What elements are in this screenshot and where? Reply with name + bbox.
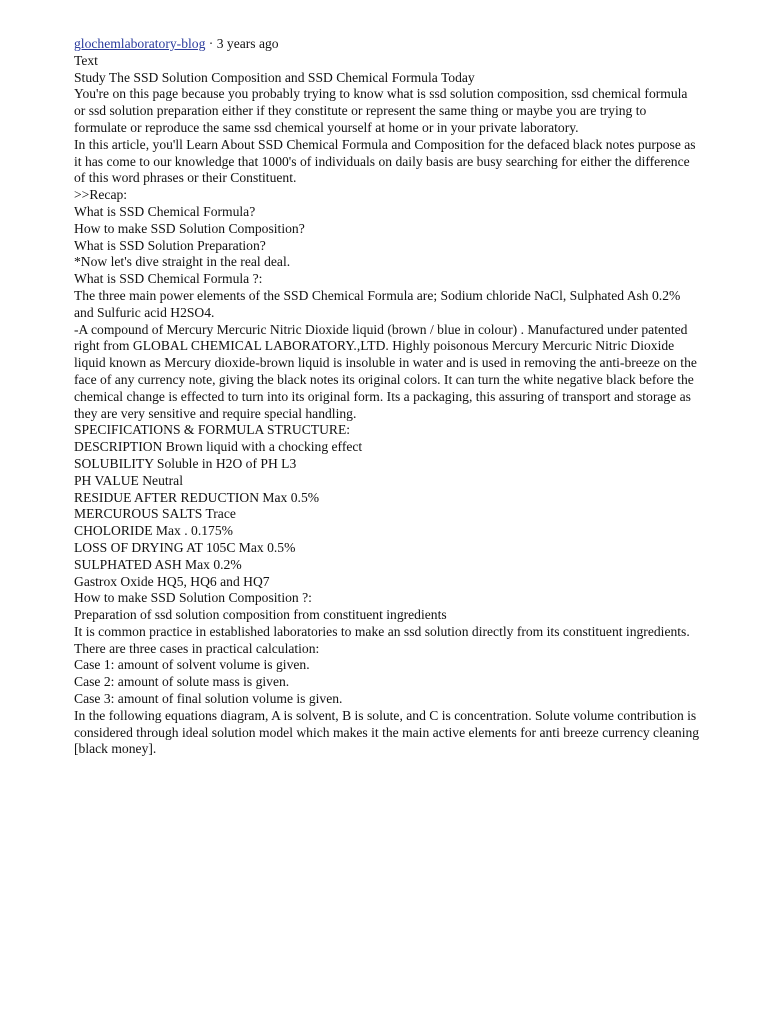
case-item: Case 3: amount of final solution volume is given.	[74, 691, 343, 707]
spec-item: SULPHATED ASH Max 0.2%	[74, 556, 242, 572]
post-title: Study The SSD Solution Composition and SSD Chemical Formula Today	[74, 69, 475, 85]
case-item: Case 1: amount of solvent volume is given.	[74, 657, 310, 673]
spec-item: CHOLORIDE Max . 0.175%	[74, 523, 233, 539]
formula-heading: What is SSD Chemical Formula ?:	[74, 271, 263, 287]
recap-item: How to make SSD Solution Composition?	[74, 220, 305, 236]
spec-item: Gastrox Oxide HQ5, HQ6 and HQ7	[74, 573, 270, 589]
composition-heading: How to make SSD Solution Composition ?:	[74, 590, 312, 606]
case-item: Case 2: amount of solute mass is given.	[74, 674, 290, 690]
formula-paragraph: The three main power elements of the SSD Chemical Formula are; Sodium chloride NaCl, Sulphated Ash 0.2% and Sulfuric acid H2SO4.	[74, 287, 681, 320]
spec-item: RESIDUE AFTER REDUCTION Max 0.5%	[74, 489, 320, 505]
intro-paragraph-1: You're on this page because you probably trying to know what is ssd solution composition, ssd chemical formula or ssd solution preparation either if they constitute or represent the same thing or maybe you are trying to formulate or reproduce the same ssd chemical yourself at home or in your private laboratory.	[74, 86, 688, 135]
dive-line: *Now let's dive straight in the real deal.	[74, 254, 291, 270]
recap-label: >>Recap:	[74, 187, 128, 203]
compound-paragraph: -A compound of Mercury Mercuric Nitric Dioxide liquid (brown / blue in colour) . Manufactured under patented right from GLOBAL CHEMICAL LABORATORY.,LTD. Highly poisonous Mercury Mercuric Nitric Dioxide liquid known as Mercury dioxide-brown liquid is insoluble in water and is used in removing the anti-breeze on the face of any currency note, giving the black notes its original colors. It can turn the white negative black before the chemical change is effected to turn into its original form. Its a packaging, this assuring of transport and storage as they are very sensitive and require special handling.	[74, 321, 697, 421]
spec-item: LOSS OF DRYING AT 105C Max 0.5%	[74, 539, 296, 555]
spec-item: SOLUBILITY Soluble in H2O of PH L3	[74, 455, 297, 471]
post-content	[74, 36, 702, 758]
spec-item: MERCUROUS SALTS Trace	[74, 506, 236, 522]
closing-paragraph: In the following equations diagram, A is solvent, B is solute, and C is concentration. Solute volume contribution is considered through ideal solution model which makes it the main active elements for anti breeze currency cleaning [black money].	[74, 707, 700, 757]
post-type-label: Text	[74, 52, 98, 68]
composition-paragraph: It is common practice in established laboratories to make an ssd solution directly from its constituent ingredients. There are three cases in practical calculation:	[74, 623, 690, 656]
spec-item: PH VALUE Neutral	[74, 472, 183, 488]
author-link[interactable]: glochemlaboratory-blog	[74, 36, 206, 51]
composition-subheading: Preparation of ssd solution composition from constituent ingredients	[74, 607, 447, 623]
intro-paragraph-2: In this article, you'll Learn About SSD Chemical Formula and Composition for the defaced black notes purpose as it has come to our knowledge that 1000's of individuals on daily basis are busy searching for either the difference of this word phrases or their Constituent.	[74, 136, 696, 186]
post-meta	[74, 36, 702, 53]
spec-item: DESCRIPTION Brown liquid with a chocking effect	[74, 439, 363, 455]
post-time: 3 years ago	[216, 36, 279, 51]
recap-item: What is SSD Chemical Formula?	[74, 203, 256, 219]
meta-separator: ·	[205, 36, 217, 51]
spec-heading: SPECIFICATIONS & FORMULA STRUCTURE:	[74, 422, 351, 438]
recap-item: What is SSD Solution Preparation?	[74, 237, 266, 253]
